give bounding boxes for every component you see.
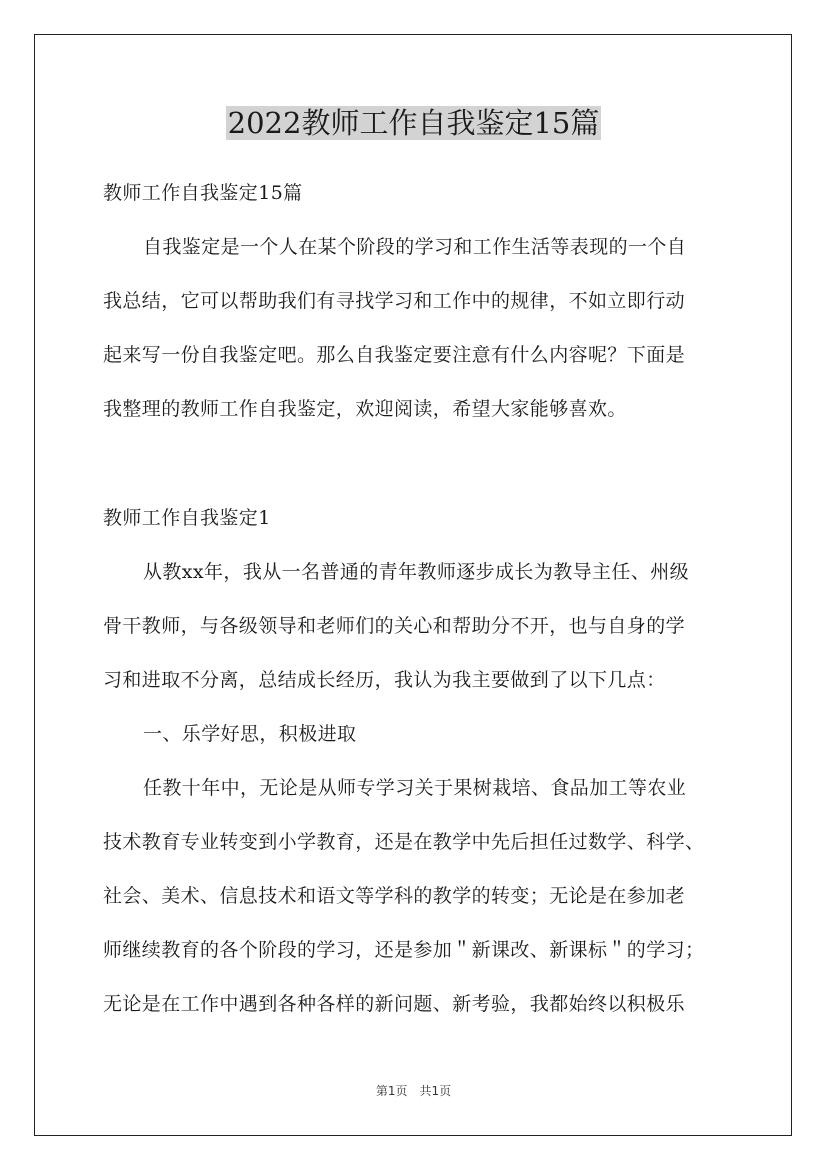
paragraph-line: 无论是在工作中遇到各种各样的新问题、新考验，我都始终以积极乐 — [103, 993, 686, 1015]
document-title — [0, 104, 827, 142]
paragraph-line: 社会、美术、信息技术和语文等学科的教学的转变；无论是在参加老 — [103, 885, 686, 907]
page-footer: 第1页 共1页 — [375, 1084, 452, 1098]
paragraph-line: 任教十年中，无论是从师专学习关于果树栽培、食品加工等农业 — [143, 777, 687, 799]
paragraph-line: 技术教育专业转变到小学教育，还是在教学中先后担任过数学、科学、 — [103, 831, 705, 853]
document-subtitle: 教师工作自我鉴定15篇 — [103, 182, 303, 204]
paragraph-line: 习和进取不分离，总结成长经历，我认为我主要做到了以下几点： — [103, 669, 666, 691]
point-heading: 一、乐学好思，积极进取 — [143, 723, 357, 745]
intro-line: 我整理的教师工作自我鉴定，欢迎阅读，希望大家能够喜欢。 — [103, 398, 627, 420]
paragraph-line: 骨干教师，与各级领导和老师们的关心和帮助分不开，也与自身的学 — [103, 615, 686, 637]
section-heading: 教师工作自我鉴定1 — [103, 507, 271, 529]
paragraph-line: 从教xx年，我从一名普通的青年教师逐步成长为教导主任、州级 — [143, 561, 690, 583]
paragraph-line: 师继续教育的各个阶段的学习，还是参加＂新课改、新课标＂的学习； — [103, 939, 705, 961]
intro-line: 我总结，它可以帮助我们有寻找学习和工作中的规律，不如立即行动 — [103, 290, 686, 312]
intro-line: 起来写一份自我鉴定吧。那么自我鉴定要注意有什么内容呢？下面是 — [103, 344, 686, 366]
intro-line: 自我鉴定是一个人在某个阶段的学习和工作生活等表现的一个自 — [143, 236, 687, 258]
document-title-text: 2022教师工作自我鉴定15篇 — [227, 106, 600, 140]
